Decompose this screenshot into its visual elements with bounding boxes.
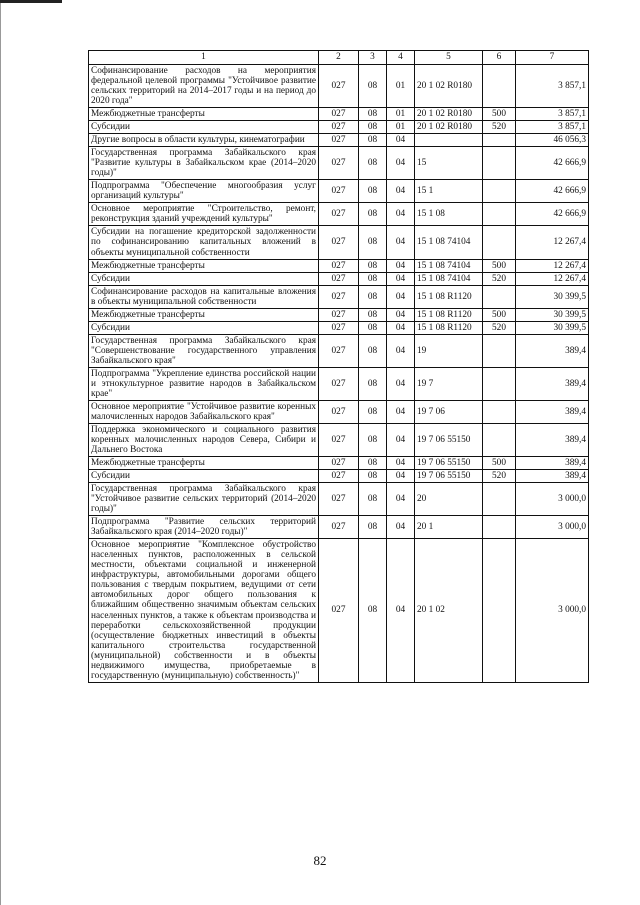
expense-type-cell [483, 400, 516, 423]
item-name-cell: Основное мероприятие "Строительство, ремонт, реконструкция зданий учреждений культуры" [89, 203, 319, 226]
target-article-cell: 19 7 06 55150 [415, 423, 483, 456]
item-name-cell: Подпрограмма "Укрепление единства российской нации и этнокультурное развитие народов в Забайкальском крае" [89, 367, 319, 400]
admin-code-cell: 027 [319, 259, 359, 272]
subsection-cell: 01 [387, 108, 415, 121]
table-row [89, 470, 589, 483]
item-name-cell: Софинансирование расходов на мероприятия федеральной целевой программы "Устойчивое развитие сельских территорий на 2014–2017 годы и на период до 2020 года" [89, 65, 319, 108]
admin-code-cell: 027 [319, 121, 359, 134]
item-name-cell: Другие вопросы в области культуры, кинематографии [89, 134, 319, 147]
subsection-cell: 04 [387, 334, 415, 367]
section-cell: 08 [359, 180, 387, 203]
expense-type-cell: 500 [483, 457, 516, 470]
amount-cell: 12 267,4 [516, 226, 589, 259]
admin-code-cell: 027 [319, 457, 359, 470]
expense-type-cell: 520 [483, 470, 516, 483]
section-cell: 08 [359, 457, 387, 470]
table-row [89, 259, 589, 272]
admin-code-cell: 027 [319, 180, 359, 203]
expense-type-cell [483, 134, 516, 147]
amount-cell: 46 056,3 [516, 134, 589, 147]
section-cell: 08 [359, 334, 387, 367]
admin-code-cell: 027 [319, 226, 359, 259]
section-cell: 08 [359, 423, 387, 456]
expense-type-cell: 520 [483, 272, 516, 285]
column-header: 1 [89, 51, 319, 65]
amount-cell: 3 000,0 [516, 539, 589, 682]
section-cell: 08 [359, 226, 387, 259]
table-row [89, 539, 589, 682]
item-name-cell: Межбюджетные трансферты [89, 108, 319, 121]
admin-code-cell: 027 [319, 516, 359, 539]
subsection-cell: 04 [387, 367, 415, 400]
target-article-cell: 20 1 02 R0180 [415, 121, 483, 134]
section-cell: 08 [359, 121, 387, 134]
subsection-cell: 04 [387, 272, 415, 285]
admin-code-cell: 027 [319, 285, 359, 308]
subsection-cell: 04 [387, 285, 415, 308]
target-article-cell: 19 7 06 55150 [415, 470, 483, 483]
table-row [89, 180, 589, 203]
item-name-cell: Подпрограмма "Развитие сельских территорий Забайкальского края (2014–2020 годы)" [89, 516, 319, 539]
target-article-cell: 15 1 08 R1120 [415, 321, 483, 334]
subsection-cell: 01 [387, 65, 415, 108]
item-name-cell: Поддержка экономического и социального развития коренных малочисленных народов Севера, Сибири и Дальнего Востока [89, 423, 319, 456]
table-row [89, 285, 589, 308]
item-name-cell: Субсидии на погашение кредиторской задолженности по софинансированию капитальных вложений в объекты муниципальной собственности [89, 226, 319, 259]
amount-cell: 3 000,0 [516, 483, 589, 516]
section-cell: 08 [359, 321, 387, 334]
section-cell: 08 [359, 272, 387, 285]
table-row [89, 226, 589, 259]
item-name-cell: Субсидии [89, 321, 319, 334]
item-name-cell: Межбюджетные трансферты [89, 308, 319, 321]
amount-cell: 12 267,4 [516, 259, 589, 272]
table-row [89, 121, 589, 134]
expense-type-cell [483, 539, 516, 682]
amount-cell: 389,4 [516, 423, 589, 456]
section-cell: 08 [359, 285, 387, 308]
section-cell: 08 [359, 308, 387, 321]
item-name-cell: Государственная программа Забайкальского края "Совершенствование государственного управления Забайкальского края" [89, 334, 319, 367]
table-row [89, 321, 589, 334]
table-body [89, 65, 589, 683]
target-article-cell [415, 134, 483, 147]
table-row [89, 203, 589, 226]
column-header: 2 [319, 51, 359, 65]
target-article-cell: 15 1 08 R1120 [415, 308, 483, 321]
expense-type-cell [483, 180, 516, 203]
amount-cell: 389,4 [516, 334, 589, 367]
subsection-cell: 04 [387, 180, 415, 203]
subsection-cell: 04 [387, 203, 415, 226]
table-row [89, 516, 589, 539]
section-cell: 08 [359, 108, 387, 121]
admin-code-cell: 027 [319, 334, 359, 367]
admin-code-cell: 027 [319, 483, 359, 516]
target-article-cell: 15 1 [415, 180, 483, 203]
target-article-cell: 20 1 02 R0180 [415, 108, 483, 121]
section-cell: 08 [359, 539, 387, 682]
expense-type-cell: 500 [483, 308, 516, 321]
amount-cell: 30 399,5 [516, 285, 589, 308]
subsection-cell: 01 [387, 121, 415, 134]
section-cell: 08 [359, 367, 387, 400]
admin-code-cell: 027 [319, 272, 359, 285]
amount-cell: 12 267,4 [516, 272, 589, 285]
amount-cell: 42 666,9 [516, 203, 589, 226]
admin-code-cell: 027 [319, 367, 359, 400]
expense-type-cell: 520 [483, 121, 516, 134]
expense-type-cell: 500 [483, 259, 516, 272]
target-article-cell: 15 1 08 74104 [415, 259, 483, 272]
admin-code-cell: 027 [319, 108, 359, 121]
subsection-cell: 04 [387, 147, 415, 180]
table-row [89, 483, 589, 516]
subsection-cell: 04 [387, 226, 415, 259]
subsection-cell: 04 [387, 470, 415, 483]
item-name-cell: Подпрограмма "Обеспечение многообразия услуг организаций культуры" [89, 180, 319, 203]
item-name-cell: Субсидии [89, 121, 319, 134]
section-cell: 08 [359, 65, 387, 108]
expense-type-cell [483, 285, 516, 308]
amount-cell: 389,4 [516, 367, 589, 400]
section-cell: 08 [359, 516, 387, 539]
section-cell: 08 [359, 134, 387, 147]
target-article-cell: 19 7 06 55150 [415, 457, 483, 470]
expense-type-cell [483, 147, 516, 180]
target-article-cell: 15 [415, 147, 483, 180]
expense-type-cell [483, 203, 516, 226]
admin-code-cell: 027 [319, 321, 359, 334]
table-row [89, 367, 589, 400]
section-cell: 08 [359, 400, 387, 423]
target-article-cell: 15 1 08 74104 [415, 272, 483, 285]
admin-code-cell: 027 [319, 308, 359, 321]
page-edge [0, 0, 1, 905]
item-name-cell: Софинансирование расходов на капитальные вложения в объекты муниципальной собственности [89, 285, 319, 308]
subsection-cell: 04 [387, 516, 415, 539]
target-article-cell: 20 1 [415, 516, 483, 539]
admin-code-cell: 027 [319, 134, 359, 147]
target-article-cell: 15 1 08 [415, 203, 483, 226]
target-article-cell: 20 1 02 R0180 [415, 65, 483, 108]
column-header: 7 [516, 51, 589, 65]
item-name-cell: Основное мероприятие "Устойчивое развитие коренных малочисленных народов Забайкальского края" [89, 400, 319, 423]
subsection-cell: 04 [387, 483, 415, 516]
admin-code-cell: 027 [319, 65, 359, 108]
item-name-cell: Субсидии [89, 470, 319, 483]
admin-code-cell: 027 [319, 423, 359, 456]
table-header-row [89, 51, 589, 65]
subsection-cell: 04 [387, 321, 415, 334]
table-row [89, 134, 589, 147]
subsection-cell: 04 [387, 134, 415, 147]
section-cell: 08 [359, 259, 387, 272]
amount-cell: 389,4 [516, 400, 589, 423]
expense-type-cell: 500 [483, 108, 516, 121]
section-cell: 08 [359, 470, 387, 483]
amount-cell: 3 857,1 [516, 121, 589, 134]
expense-type-cell [483, 423, 516, 456]
admin-code-cell: 027 [319, 539, 359, 682]
section-cell: 08 [359, 147, 387, 180]
amount-cell: 389,4 [516, 457, 589, 470]
admin-code-cell: 027 [319, 400, 359, 423]
target-article-cell: 19 7 06 [415, 400, 483, 423]
expense-type-cell [483, 516, 516, 539]
amount-cell: 42 666,9 [516, 180, 589, 203]
section-cell: 08 [359, 203, 387, 226]
target-article-cell: 19 7 [415, 367, 483, 400]
subsection-cell: 04 [387, 400, 415, 423]
item-name-cell: Межбюджетные трансферты [89, 259, 319, 272]
item-name-cell: Государственная программа Забайкальского края "Устойчивое развитие сельских территорий (2014–2020 годы)" [89, 483, 319, 516]
expense-type-cell [483, 65, 516, 108]
item-name-cell: Основное мероприятие "Комплексное обустройство населенных пунктов, расположенных в сельской местности, объектами социальной и инженерной инфраструктуры, автомобильными дорогами общего пользования с твердым покрытием, ведущими от сети автомобильных дорог общего пользования к ближайшим общественно значимым объектам сельских населенных пунктов, а также к объектам производства и переработки сельскохозяйственной продукции (осуществление бюджетных инвестиций в объекты капитального строительства государственной (муниципальной) собственности и в объекты недвижимого имущества, приобретаемые в государственную (муниципальную) собственность)" [89, 539, 319, 682]
target-article-cell: 20 [415, 483, 483, 516]
amount-cell: 30 399,5 [516, 308, 589, 321]
admin-code-cell: 027 [319, 470, 359, 483]
amount-cell: 389,4 [516, 470, 589, 483]
subsection-cell: 04 [387, 457, 415, 470]
subsection-cell: 04 [387, 259, 415, 272]
expense-type-cell: 520 [483, 321, 516, 334]
table-row [89, 147, 589, 180]
admin-code-cell: 027 [319, 147, 359, 180]
page-number: 82 [313, 853, 327, 868]
table-row [89, 423, 589, 456]
column-header: 3 [359, 51, 387, 65]
amount-cell: 3 000,0 [516, 516, 589, 539]
table-row [89, 65, 589, 108]
table-row [89, 108, 589, 121]
target-article-cell: 20 1 02 [415, 539, 483, 682]
target-article-cell: 15 1 08 R1120 [415, 285, 483, 308]
subsection-cell: 04 [387, 423, 415, 456]
table-row [89, 334, 589, 367]
item-name-cell: Субсидии [89, 272, 319, 285]
target-article-cell: 15 1 08 74104 [415, 226, 483, 259]
amount-cell: 3 857,1 [516, 108, 589, 121]
scan-mark [0, 0, 62, 3]
amount-cell: 30 399,5 [516, 321, 589, 334]
column-header: 6 [483, 51, 516, 65]
expense-type-cell [483, 226, 516, 259]
budget-table [88, 50, 589, 683]
section-cell: 08 [359, 483, 387, 516]
expense-type-cell [483, 367, 516, 400]
item-name-cell: Государственная программа Забайкальского края "Развитие культуры в Забайкальском крае (2014–2020 годы)" [89, 147, 319, 180]
table-row [89, 308, 589, 321]
item-name-cell: Межбюджетные трансферты [89, 457, 319, 470]
expense-type-cell [483, 334, 516, 367]
target-article-cell: 19 [415, 334, 483, 367]
expense-type-cell [483, 483, 516, 516]
amount-cell: 3 857,1 [516, 65, 589, 108]
amount-cell: 42 666,9 [516, 147, 589, 180]
column-header: 5 [415, 51, 483, 65]
column-header: 4 [387, 51, 415, 65]
subsection-cell: 04 [387, 539, 415, 682]
table-row [89, 272, 589, 285]
table-row [89, 400, 589, 423]
table-row [89, 457, 589, 470]
admin-code-cell: 027 [319, 203, 359, 226]
subsection-cell: 04 [387, 308, 415, 321]
